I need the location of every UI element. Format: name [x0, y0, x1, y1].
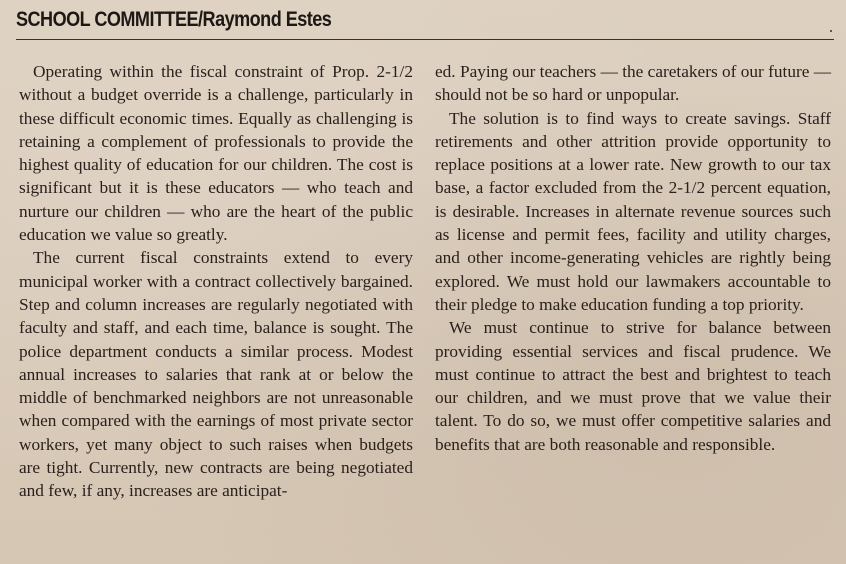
paragraph-balance: We must continue to strive for balance between providing essential services and fiscal prudence. We must continue to attract the best and brightest to teach our children, and we must prove that we value their talent. To do so, we must offer competitive salaries and benefits that are both reasonable and responsible.	[435, 318, 831, 454]
paper-speck	[830, 30, 832, 32]
headline-rule	[16, 39, 834, 40]
paragraph-fiscal-constraint: Operating within the fiscal constraint of Prop. 2-1/2 without a budget override is a challenge, particularly in these difficult economic times. Equally as challenging is retaining a complement of professionals to provide the highest quality of education for our children. The cost is significant but it is these educators — who teach and nurture our children — who are the heart of the public education we value so greatly.	[19, 62, 413, 245]
paragraph-municipal-contracts: The current fiscal constraints extend to every municipal worker with a contract collectively bargained. Step and column increases are regularly negotiated with faculty and staff, and each time, balance is sought. The police department conducts a similar process. Modest annual increases to salaries that rank at or below the middle of benchmarked neighbors are not unreasonable when compared with the earnings of most private sector workers, yet many object to such raises when budgets are tight. Currently, new contracts are being negotiated and few, if any, increases are anticipat-	[19, 248, 413, 501]
article-headline: SCHOOL COMMITTEE/Raymond Estes	[16, 8, 332, 31]
left-column	[19, 60, 413, 503]
paragraph-continuation: ed. Paying our teachers — the caretakers of our future — should not be so hard or unpopular.	[435, 62, 831, 105]
right-column	[435, 60, 831, 456]
paragraph-savings: The solution is to find ways to create savings. Staff retirements and other attrition provide opportunity to replace positions at a lower rate. New growth to our tax base, a factor excluded from the 2-1/2 percent equation, is desirable. Increases in alternate revenue sources such as license and permit fees, facility and utility charges, and other income-generating vehicles are rightly being explored. We must hold our lawmakers accountable to their pledge to make education funding a top priority.	[435, 108, 831, 314]
